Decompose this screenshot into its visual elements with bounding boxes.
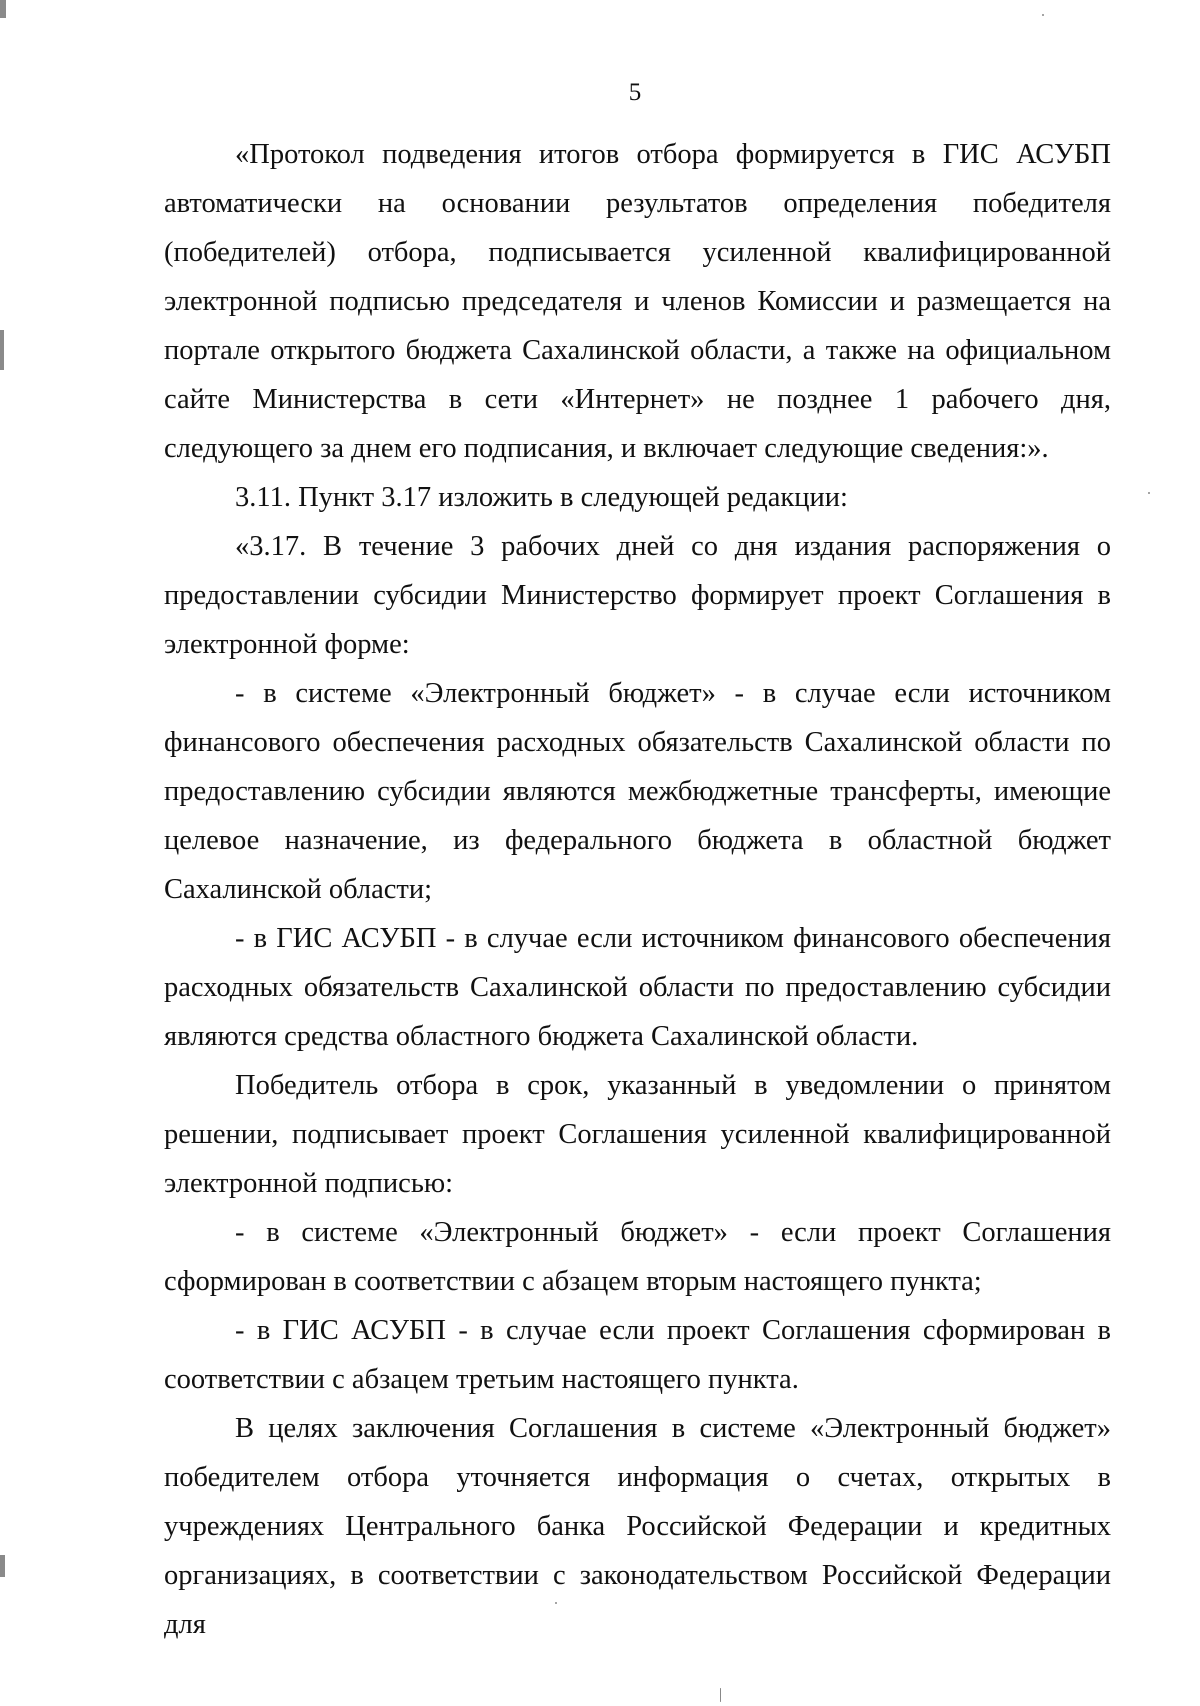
scan-edge-mark (0, 1555, 5, 1577)
scan-speck (1042, 14, 1044, 16)
scan-speck (1148, 492, 1150, 494)
paragraph-winner-signs: Победитель отбора в срок, указанный в уведомлении о принятом решении, подписывает проект Соглашения усиленной квалифицированной электронной подписью: (164, 1070, 1111, 1199)
scan-speck (720, 1688, 721, 1702)
document-body (164, 130, 1111, 1649)
paragraph-clause-3-17: «3.17. В течение 3 рабочих дней со дня издания распоряжения о предоставлении субсидии Министерство формирует проект Соглашения в электронной форме: (164, 531, 1111, 660)
paragraph-signing-electronic-budget: - в системе «Электронный бюджет» - если проект Соглашения сформирован в соответствии с абзацем вторым настоящего пункта; (164, 1217, 1111, 1297)
scan-edge-mark (0, 0, 6, 18)
paragraph-protocol-clause: «Протокол подведения итогов отбора формируется в ГИС АСУБП автоматически на основании результатов определения победителя (победителей) отбора, подписывается усиленной квалифицированной электронной подписью председателя и членов Комиссии и размещается на портале открытого бюджета Сахалинской области, а также на официальном сайте Министерства в сети «Интернет» не позднее 1 рабочего дня, следующего за днем его подписания, и включает следующие сведения:». (164, 139, 1111, 464)
paragraph-signing-gis-asubp: - в ГИС АСУБП - в случае если проект Соглашения сформирован в соответствии с абзацем третьим настоящего пункта. (164, 1315, 1111, 1395)
page-number: 5 (628, 79, 642, 106)
scan-edge-mark (0, 330, 4, 370)
paragraph-electronic-budget-case: - в системе «Электронный бюджет» - в случае если источником финансового обеспечения расходных обязательств Сахалинской области по предоставлению субсидии являются межбюджетные трансферты, имеющие целевое назначение, из федерального бюджета в областной бюджет Сахалинской области; (164, 678, 1111, 905)
paragraph-gis-asubp-case: - в ГИС АСУБП - в случае если источником финансового обеспечения расходных обязательств Сахалинской области по предоставлению субсидии являются средства областного бюджета Сахалинской области. (164, 923, 1111, 1052)
paragraph-accounts-clarification: В целях заключения Соглашения в системе «Электронный бюджет» победителем отбора уточняется информация о счетах, открытых в учреждениях Центрального банка Российской Федерации и кредитных организациях, в соответствии с законодательством Российской Федерации для (164, 1413, 1111, 1640)
paragraph-item-3-11: 3.11. Пункт 3.17 изложить в следующей редакции: (235, 482, 848, 513)
